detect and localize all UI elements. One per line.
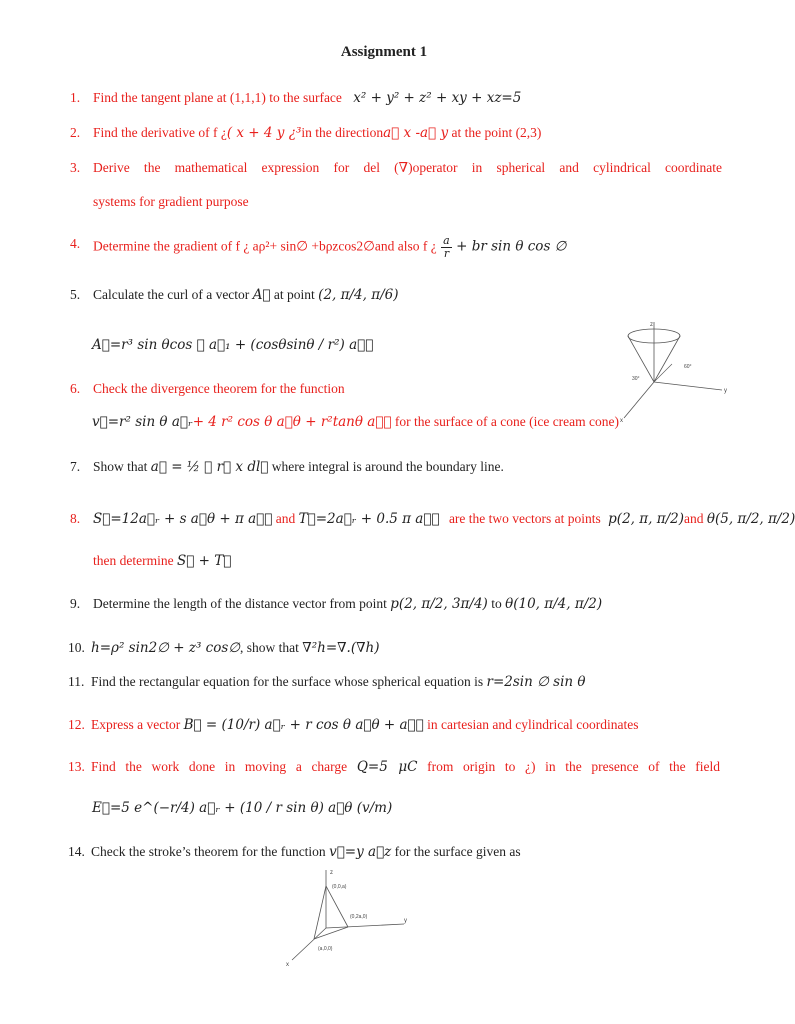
question-number: 3. bbox=[70, 160, 81, 175]
question-number: 4. bbox=[70, 236, 81, 251]
question-text: from origin to ¿) in the presence of the field bbox=[427, 759, 720, 774]
question-text: are the two vectors at points bbox=[448, 511, 601, 526]
field-e-equation: E⃗=5 e^(−r/4) a⃗ᵣ + (10 / r sin θ) a⃗θ (v/m) bbox=[92, 800, 393, 816]
point-label: (0,0,a) bbox=[332, 884, 347, 890]
question-text: Find the derivative of f ¿ bbox=[93, 125, 227, 140]
question-text: then determine bbox=[93, 553, 174, 568]
question-number: 13. bbox=[68, 759, 85, 774]
fraction-a-over-r: $\frac{a}{r}$ bbox=[443, 234, 450, 260]
question-text: Express a vector bbox=[91, 717, 181, 732]
question-text: Find the tangent plane at (1,1,1) to the surface bbox=[93, 90, 342, 105]
axis-label-z: z bbox=[330, 870, 333, 876]
charge-value: Q=5 μC bbox=[356, 759, 418, 775]
angle-label: 30° bbox=[632, 376, 640, 382]
question-number: 7. bbox=[70, 459, 81, 474]
question-number: 14. bbox=[68, 844, 85, 859]
vector-v-equation-rest: + 4 r² cos θ a⃗θ + r²tanθ a⃗∅ bbox=[192, 414, 392, 430]
triangle-surface-figure bbox=[280, 864, 412, 974]
point-q: θ(5, π/2, π/2) bbox=[706, 511, 795, 527]
vector-symbol: A⃗ bbox=[252, 287, 271, 303]
divergence-function bbox=[92, 414, 652, 430]
vector-a-equation: A⃗=r³ sin θcos ∅ a⃗₁ + (cosθsinθ / r²) a⃗∅ bbox=[92, 337, 374, 353]
conjunction: and bbox=[275, 511, 296, 526]
question-text: for the surface given as bbox=[394, 844, 521, 859]
question-number: 1. bbox=[70, 90, 81, 105]
axis-label-x: x bbox=[286, 962, 289, 968]
question-number: 6. bbox=[70, 381, 81, 396]
question-text: Find the rectangular equation for the surface whose spherical equation is bbox=[91, 674, 484, 689]
line-integral-expression: a⃗ = ½ ∮ r⃗ x dl⃗ bbox=[150, 459, 269, 475]
question-number: 2. bbox=[70, 125, 81, 140]
surface-equation: x² + y² + z² + xy + xz=5 bbox=[353, 90, 522, 106]
point-q: θ(10, π/4, π/2) bbox=[505, 596, 603, 612]
vector-v-equation: v⃗=r² sin θ a⃗ᵣ bbox=[92, 414, 193, 430]
laplacian-identity: ∇²h=∇.(∇h) bbox=[302, 640, 380, 656]
question-text: for the surface of a cone (ice cream cone) bbox=[394, 414, 620, 429]
question-text: in the direction bbox=[301, 125, 384, 140]
question-text: Determine the length of the distance vector from point bbox=[93, 596, 387, 611]
question-text: Calculate the curl of a vector bbox=[93, 287, 250, 302]
question-text: at point bbox=[273, 287, 315, 302]
question-text: Find the work done in moving a charge bbox=[91, 759, 348, 774]
vector-t-equation: T⃗=2a⃗ᵣ + 0.5 π a⃗∅ bbox=[298, 511, 440, 527]
function-expression: ( x + 4 y ¿³ bbox=[226, 125, 302, 141]
question-text: at the point (2,3) bbox=[451, 125, 542, 140]
vector-sum: S⃗ + T⃗ bbox=[176, 553, 232, 569]
point-label: (a,0,0) bbox=[318, 946, 333, 952]
question-text: where integral is around the boundary line. bbox=[271, 459, 504, 474]
function-expression: + br sin θ cos ∅ bbox=[456, 238, 567, 255]
question-number: 8. bbox=[70, 511, 81, 526]
page-title: Assignment 1 bbox=[340, 44, 428, 60]
function-h: h=ρ² sin2∅ + z³ cos∅ bbox=[91, 640, 241, 656]
point-label: (0,2a,0) bbox=[350, 914, 368, 920]
axis-label-x: x bbox=[620, 418, 623, 424]
question-text: systems for gradient purpose bbox=[93, 194, 249, 209]
cone-figure bbox=[614, 318, 746, 426]
question-text: Check the stroke’s theorem for the function bbox=[91, 844, 326, 859]
point-p: p(2, π/2, 3π/4) bbox=[390, 596, 488, 612]
question-text: Determine the gradient of f ¿ aρ²+ sin∅ +bρzcos2∅and also f ¿ bbox=[93, 238, 437, 254]
axis-label-z: z bbox=[650, 322, 653, 328]
angle-label: 60° bbox=[684, 364, 692, 370]
question-number: 12. bbox=[68, 717, 85, 732]
question-text: to bbox=[491, 596, 502, 611]
question-text: Show that bbox=[93, 459, 148, 474]
conjunction: and bbox=[683, 511, 704, 526]
question-text: in cartesian and cylindrical coordinates bbox=[427, 717, 639, 732]
point-coordinates: (2, π/4, π/6) bbox=[318, 287, 399, 303]
question-text: , show that bbox=[240, 640, 299, 655]
question-number: 9. bbox=[70, 596, 81, 611]
question-number: 5. bbox=[70, 287, 81, 302]
spherical-equation: r=2sin ∅ sin θ bbox=[486, 674, 586, 690]
question-text: Check the divergence theorem for the function bbox=[93, 381, 345, 396]
question-text: Derive the mathematical expression for del (∇)operator in spherical and cylindrical coordinate bbox=[93, 160, 722, 175]
vector-v-function: v⃗=y a⃗z bbox=[329, 844, 392, 860]
question-number: 11. bbox=[68, 674, 85, 689]
vector-b-equation: B⃗ = (10/r) a⃗ᵣ + r cos θ a⃗θ + a⃗∅ bbox=[183, 717, 424, 733]
axis-label-y: y bbox=[404, 918, 407, 924]
axis-label-y: y bbox=[724, 388, 727, 394]
point-p: p(2, π, π/2) bbox=[608, 511, 684, 527]
direction-vector: a⃗ x -a⃗ y bbox=[383, 125, 449, 141]
vector-s-equation: S⃗=12a⃗ᵣ + s a⃗θ + π a⃗∅ bbox=[93, 511, 273, 527]
question-number: 10. bbox=[68, 640, 85, 655]
